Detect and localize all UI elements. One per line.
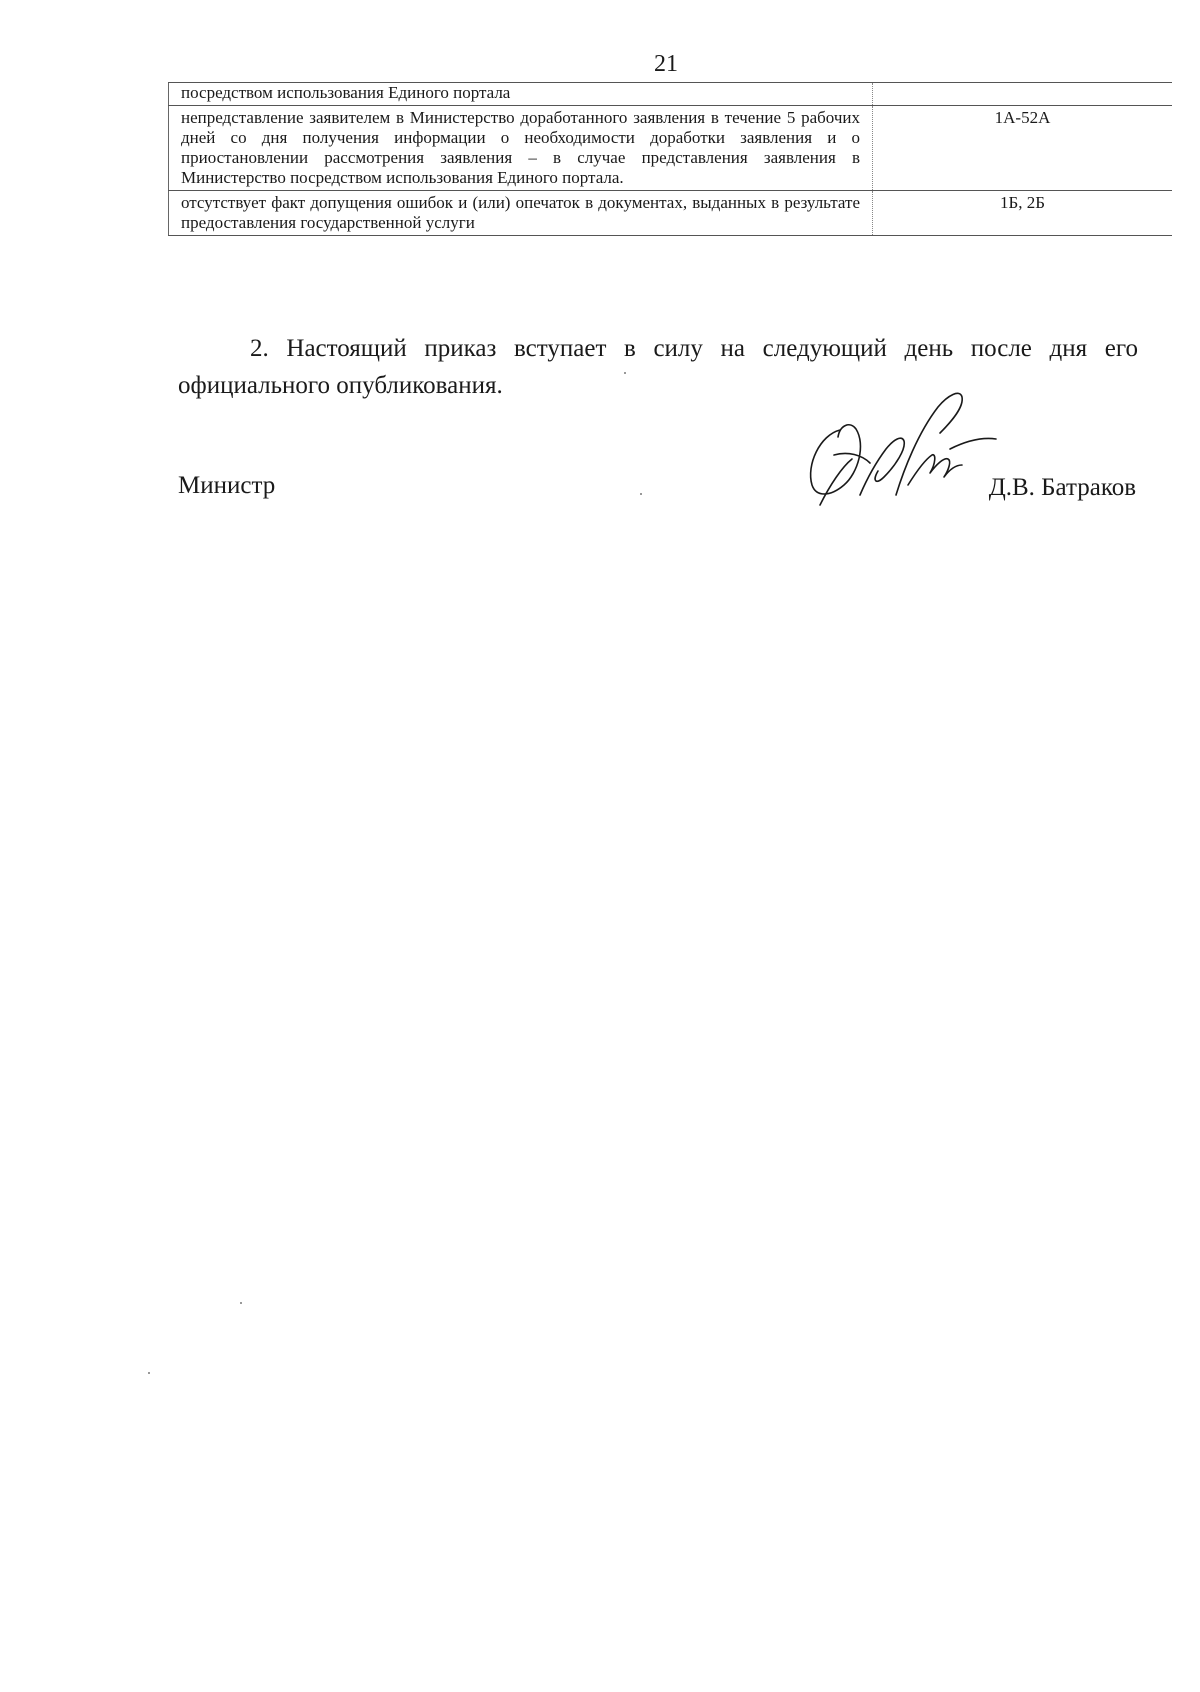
table-row xyxy=(169,83,1173,106)
table-cell-codes: 1Б, 2Б xyxy=(873,191,1173,236)
scan-speck xyxy=(240,1302,242,1304)
scan-speck xyxy=(148,1372,150,1374)
scan-speck xyxy=(640,493,642,495)
table-cell-description: непредставление заявителем в Министерство доработанного заявления в течение 5 рабочих дней со дня получения информации о необходимости доработки заявления и о приостановлении рассмотрения заявления – в случае представления заявления в Министерство посредством использования Единого портала. xyxy=(169,106,873,191)
signer-name: Д.В. Батраков xyxy=(988,474,1136,501)
page-number: 21 xyxy=(654,51,678,77)
table-cell-description: отсутствует факт допущения ошибок и (или) опечаток в документах, выданных в результате предоставления государственной услуги xyxy=(169,191,873,236)
table-cell-description: посредством использования Единого портала xyxy=(169,83,873,106)
handwritten-signature-icon xyxy=(800,385,1005,510)
signer-position: Министр xyxy=(178,472,276,499)
scan-speck xyxy=(624,372,626,374)
order-paragraph-2: 2. Настоящий приказ вступает в силу на следующий день после дня его официального опубликования. xyxy=(178,335,1138,399)
table-row xyxy=(169,191,1173,236)
table-cell-codes xyxy=(873,83,1173,106)
grounds-table xyxy=(168,82,1172,236)
table-row xyxy=(169,106,1173,191)
table-cell-codes: 1А-52А xyxy=(873,106,1173,191)
